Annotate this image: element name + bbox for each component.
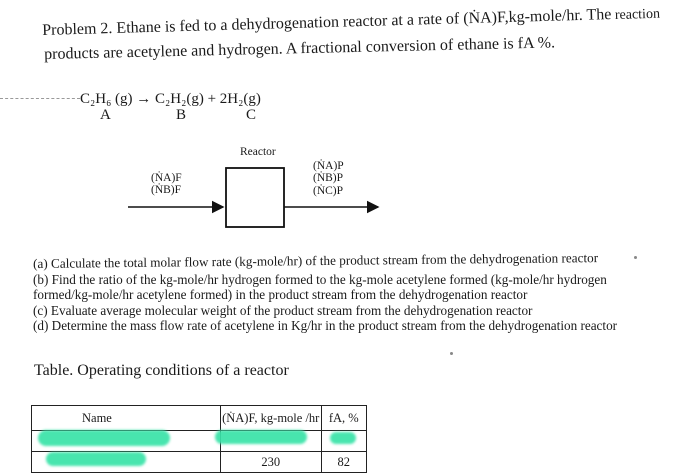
- dust-speck: [450, 352, 453, 355]
- redaction-mark: [46, 452, 146, 466]
- problem-line-1-tail: reaction: [611, 6, 661, 24]
- header-name: Name: [32, 406, 221, 431]
- table-cell: 230: [220, 452, 321, 473]
- redaction-mark: [38, 430, 170, 446]
- table-cell: 82: [321, 452, 366, 473]
- table-title: Table. Operating conditions of a reactor: [34, 362, 289, 379]
- reaction-equation: C₂H₆ (g) → C₂H₂(g) + 2H₂(g): [80, 91, 261, 107]
- reactor-label: Reactor: [240, 146, 276, 158]
- product-label-acetylene: (ṄB)P: [313, 172, 344, 184]
- question-list: [33, 250, 618, 334]
- product-label-ethane: (ṄA)P: [313, 160, 344, 172]
- feed-label-ethane: (ṄA)F: [151, 172, 182, 184]
- problem-statement-line-1: [42, 5, 660, 41]
- problem-statement-line-2: products are acetylene and hydrogen. A fractional conversion of ethane is fA %.: [44, 34, 556, 63]
- problem-line-1-main: Problem 2. Ethane is fed to a dehydrogenation reactor at a rate of (ṄA)F,kg-mole/hr. The: [42, 6, 612, 39]
- question-b-line-2: formed/kg-mole/hr acetylene formed) in the product stream from the dehydrogenation reactor: [33, 287, 528, 303]
- table-header-row: [32, 406, 367, 431]
- feed-label-acetylene: (ṄB)F: [151, 184, 182, 196]
- reactor-box: [226, 168, 284, 227]
- redaction-mark: [330, 432, 356, 444]
- product-label-hydrogen: (ṄC)P: [313, 185, 344, 197]
- redaction-mark: [215, 430, 307, 444]
- header-fraction: fA, %: [321, 406, 366, 431]
- species-label-a: A: [100, 107, 111, 123]
- divider-line: [0, 98, 80, 99]
- question-d: (d) Determine the mass flow rate of acetylene in Kg/hr in the product stream from the dehydrogenation reactor: [33, 318, 618, 334]
- header-flow-rate: (ṄA)F, kg-mole /hr: [220, 406, 321, 431]
- question-c: (c) Evaluate average molecular weight of the product stream from the dehydrogenation reactor: [33, 302, 533, 318]
- question-a: (a) Calculate the total molar flow rate (kg-mole/hr) of the product stream from the dehydrogenation reactor: [33, 250, 599, 271]
- species-label-b: B: [176, 107, 187, 123]
- species-label-c: C: [246, 107, 257, 123]
- dust-speck: [634, 256, 637, 259]
- question-b-line-1: (b) Find the ratio of the kg-mole/hr hydrogen formed to the kg-mole acetylene formed (kg-mole/hr hydrogen: [33, 271, 607, 287]
